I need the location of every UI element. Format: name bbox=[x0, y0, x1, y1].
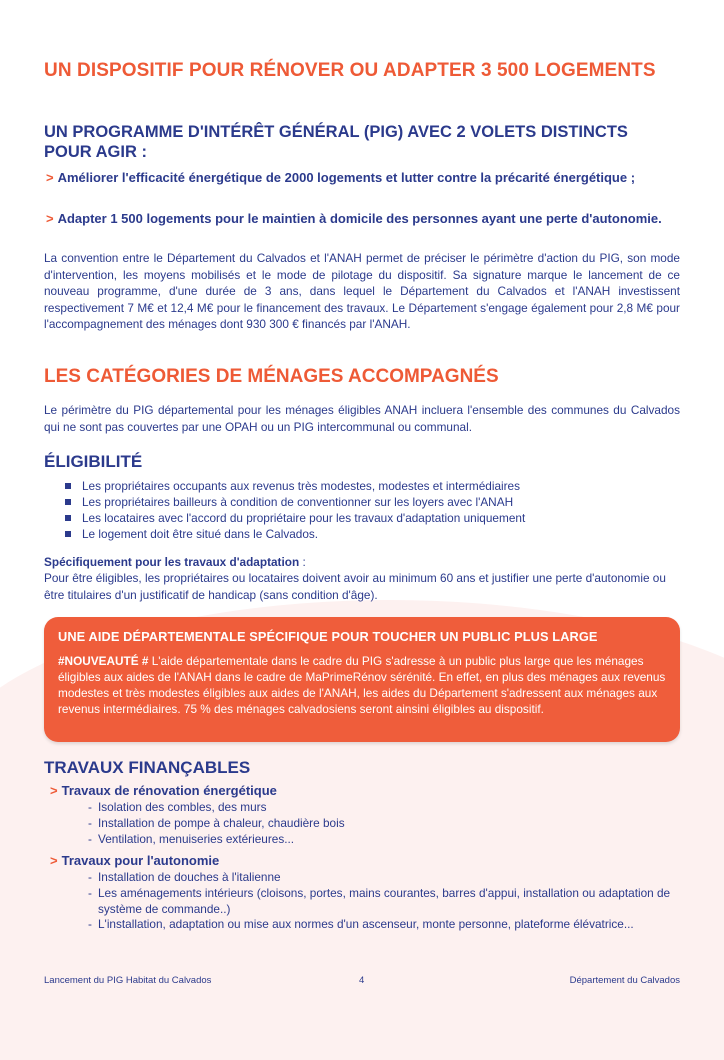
square-bullet-icon bbox=[65, 499, 71, 505]
list-item-text: Isolation des combles, des murs bbox=[98, 800, 267, 814]
highlight-body: L'aide départementale dans le cadre du PIG s'adresse à un public plus large que les ménages éligibles aux aides de l'ANAH dans le cadre de MaPrimeRénov sérénité. En effet, en plus des ménages aux revenus modestes et très modestes éligibles aux aides de l'ANAH, les aides du Département s'adressent aux ménages aux revenus intermédiaires. 75 % des ménages calvadosiens seront ainsini éligibles au dispositif. bbox=[58, 654, 666, 716]
list-item-text: Installation de pompe à chaleur, chaudière bois bbox=[98, 815, 345, 830]
list-item bbox=[88, 870, 678, 886]
list-item bbox=[88, 816, 678, 832]
adaptation-paragraph: Pour être éligibles, les propriétaires ou locataires doivent avoir au minimum 60 ans et justifier une perte d'autonomie ou être titulaires d'un justificatif de handicap (sans condition d'âge). bbox=[44, 571, 666, 602]
square-bullet-icon bbox=[65, 515, 71, 521]
eligibility-heading: ÉLIGIBILITÉ bbox=[44, 452, 143, 471]
dash-icon: - bbox=[88, 800, 92, 814]
list-item-text: Les propriétaires occupants aux revenus très modestes, modestes et intermédiaires bbox=[82, 479, 521, 493]
convention-paragraph: La convention entre le Département du Calvados et l'ANAH permet de préciser le périmètre d'action du PIG, son mode d'intervention, les moyens mobilisés et le mode de pilotage du dispositif. Sa signature marque le lancement de ce nouveau programme, d'une durée de 3 ans, dans lequel le Département du Calvados et l'ANAH investissent respectivement 7 M€ et 12,4 M€ pour le financement des travaux. Le Département s'engage également pour 2,8 M€ pour l'accompagnement des ménages dont 930 300 € financés par l'ANAH. bbox=[44, 251, 680, 332]
program-heading: UN PROGRAMME D'INTÉRÊT GÉNÉRAL (PIG) AVEC 2 VOLETS DISTINCTS POUR AGIR : bbox=[44, 123, 628, 161]
eligibility-list bbox=[62, 478, 672, 542]
works-energy-title-text: Travaux de rénovation énergétique bbox=[61, 783, 277, 798]
works-heading: TRAVAUX FINANÇABLES bbox=[44, 758, 251, 777]
list-item bbox=[62, 478, 672, 494]
new-tag: #NOUVEAUTÉ # bbox=[58, 654, 149, 668]
square-bullet-icon bbox=[65, 483, 71, 489]
works-autonomy-title-text: Travaux pour l'autonomie bbox=[61, 853, 220, 868]
list-item bbox=[62, 510, 672, 526]
dash-icon: - bbox=[88, 885, 92, 900]
works-energy-title bbox=[50, 783, 277, 799]
list-item bbox=[62, 526, 672, 542]
dash-icon: - bbox=[88, 917, 92, 932]
list-item-text: Les aménagements intérieurs (cloisons, portes, mains courantes, barres d'appui, installation ou adaptation de système de commande..) bbox=[98, 885, 671, 916]
works-autonomy-list bbox=[88, 870, 678, 933]
list-item bbox=[88, 886, 678, 918]
list-item-text: Installation de douches à l'italienne bbox=[98, 870, 281, 884]
dash-icon: - bbox=[88, 815, 92, 830]
categories-heading: LES CATÉGORIES DE MÉNAGES ACCOMPAGNÉS bbox=[44, 366, 499, 387]
list-item bbox=[62, 494, 672, 510]
list-item-text: Ventilation, menuiseries extérieures... bbox=[98, 831, 295, 846]
list-item-text: Les locataires avec l'accord du propriétaire pour les travaux d'adaptation uniquement bbox=[82, 511, 526, 525]
adaptation-label-text: Spécifiquement pour les travaux d'adaptation bbox=[44, 555, 300, 569]
works-autonomy-title bbox=[50, 853, 219, 869]
adaptation-label bbox=[44, 554, 306, 570]
list-item bbox=[88, 800, 678, 816]
adaptation-label-colon: : bbox=[299, 555, 306, 569]
volet-item bbox=[46, 210, 680, 227]
arrow-icon: > bbox=[50, 783, 58, 798]
list-item-text: Le logement doit être situé dans le Calvados. bbox=[82, 527, 319, 541]
highlight-box bbox=[44, 617, 680, 742]
arrow-icon: > bbox=[46, 170, 54, 185]
footer-left: Lancement du PIG Habitat du Calvados bbox=[44, 975, 212, 986]
highlight-box-text bbox=[58, 653, 666, 717]
volet-item bbox=[46, 169, 680, 186]
list-item bbox=[88, 832, 678, 848]
arrow-icon: > bbox=[50, 853, 58, 868]
works-energy-list bbox=[88, 800, 678, 847]
list-item bbox=[88, 917, 678, 933]
volet-text: Améliorer l'efficacité énergétique de 2000 logements et lutter contre la précarité énergétique ; bbox=[57, 170, 636, 185]
footer-right: Département du Calvados bbox=[569, 975, 680, 986]
main-title: UN DISPOSITIF POUR RÉNOVER OU ADAPTER 3 500 LOGEMENTS bbox=[44, 60, 656, 81]
list-item-text: Les propriétaires bailleurs à condition de conventionner sur les loyers avec l'ANAH bbox=[82, 495, 514, 509]
arrow-icon: > bbox=[46, 211, 54, 226]
dash-icon: - bbox=[88, 831, 92, 846]
dash-icon: - bbox=[88, 870, 92, 884]
volet-text: Adapter 1 500 logements pour le maintien à domicile des personnes ayant une perte d'autonomie. bbox=[57, 211, 662, 226]
page-number: 4 bbox=[359, 975, 365, 986]
list-item-text: L'installation, adaptation ou mise aux normes d'un ascenseur, monte personne, plateforme élévatrice... bbox=[98, 917, 634, 932]
square-bullet-icon bbox=[65, 531, 71, 537]
perimeter-paragraph: Le périmètre du PIG départemental pour les ménages éligibles ANAH incluera l'ensemble des communes du Calvados qui ne sont pas couvertes par une OPAH ou un PIG intercommunal ou communal. bbox=[44, 403, 680, 434]
highlight-box-title: UNE AIDE DÉPARTEMENTALE SPÉCIFIQUE POUR TOUCHER UN PUBLIC PLUS LARGE bbox=[58, 629, 598, 644]
